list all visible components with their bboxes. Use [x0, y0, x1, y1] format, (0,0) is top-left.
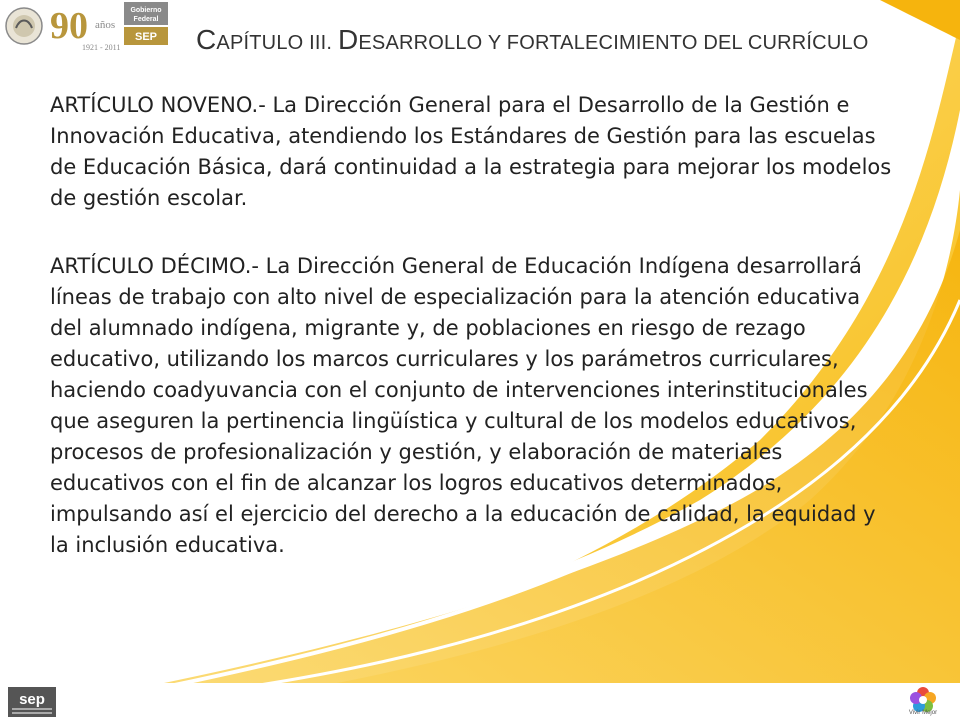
title-part-1: APÍTULO III.	[216, 32, 338, 54]
article-decimo: ARTÍCULO DÉCIMO.- La Dirección General de Educación Indígena desarrollará líneas de trabajo con alto nivel de especialización para la atención educativa del alumnado indígena, migrante y, de poblaciones en riesgo de rezago educativo, utilizando los marcos curriculares y los parámetros curriculares, haciendo coadyuvancia con el conjunto de intervenciones interinstitucionales que aseguren la pertinencia lingüística y cultural de los modelos educativos, procesos de profesionalización y gestión, y elaboración de materiales educativos con el fin de alcanzar los logros educativos determinados, impulsando así el ejercicio del derecho a la educación de calidad, la equidad y la inclusión educativa.	[50, 254, 876, 557]
mexico-coat-of-arms-icon	[6, 8, 42, 44]
page-title	[196, 24, 869, 56]
vivir-mejor-label: Vivir Mejor	[908, 710, 938, 716]
sep-label: SEP	[134, 31, 158, 43]
anniversary-number: 90	[50, 5, 88, 47]
sep-footer-logo	[8, 687, 56, 717]
title-part-2: D	[337, 24, 359, 55]
header-logos	[0, 0, 196, 56]
anniversary-word: años	[95, 19, 116, 31]
article-noveno: ARTÍCULO NOVENO.- La Dirección General para el Desarrollo de la Gestión e Innovación Educativa, atendiendo los Estándares de Gestión para las escuelas de Educación Básica, dará continuidad a la estrategia para mejorar los modelos de gestión escolar.	[50, 93, 892, 210]
title-part-3: ESARROLLO Y FORTALECIMIENTO DEL CURRÍCULO	[358, 32, 869, 54]
anniversary-years: 1921 - 2011	[82, 43, 121, 52]
sep-logo-text: sep	[19, 691, 45, 708]
content-body	[50, 90, 895, 598]
footer-band	[0, 683, 960, 720]
gov-label-line1: Gobierno	[130, 7, 162, 14]
title-part-0: C	[196, 24, 217, 55]
gov-label-line2: Federal	[133, 16, 159, 23]
swoosh-top	[880, 0, 960, 40]
